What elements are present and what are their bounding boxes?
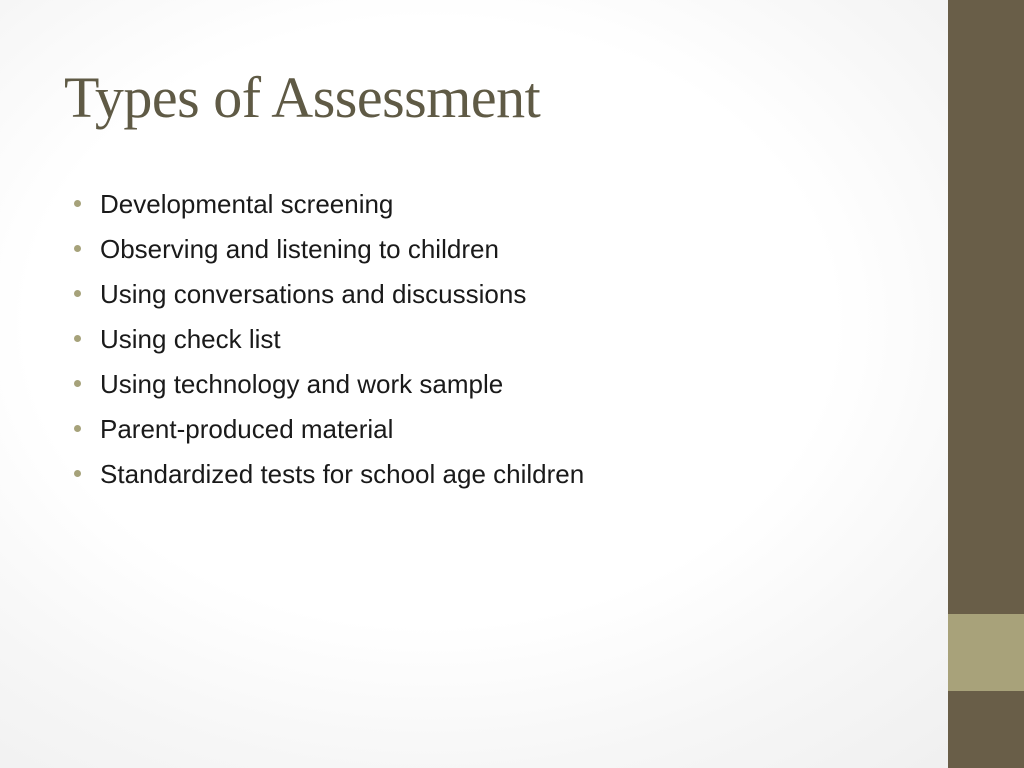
sidebar-accent-block (948, 614, 1024, 691)
bullet-icon (74, 200, 81, 207)
list-item (74, 227, 584, 272)
bullet-icon (74, 245, 81, 252)
list-item (74, 272, 584, 317)
bullet-list (74, 182, 584, 497)
list-item-text: Parent-produced material (100, 414, 394, 444)
list-item (74, 317, 584, 362)
bullet-icon (74, 380, 81, 387)
list-item (74, 182, 584, 227)
list-item-text: Developmental screening (100, 189, 394, 219)
slide-title: Types of Assessment (64, 65, 541, 130)
list-item-text: Observing and listening to children (100, 234, 499, 264)
bullet-icon (74, 335, 81, 342)
list-item (74, 362, 584, 407)
bullet-icon (74, 425, 81, 432)
bullet-icon (74, 470, 81, 477)
list-item-text: Using technology and work sample (100, 369, 504, 399)
list-item-text: Standardized tests for school age children (100, 459, 585, 489)
list-item (74, 407, 584, 452)
list-item-text: Using check list (100, 324, 281, 354)
list-item (74, 452, 584, 497)
list-item-text: Using conversations and discussions (100, 279, 527, 309)
bullet-icon (74, 290, 81, 297)
